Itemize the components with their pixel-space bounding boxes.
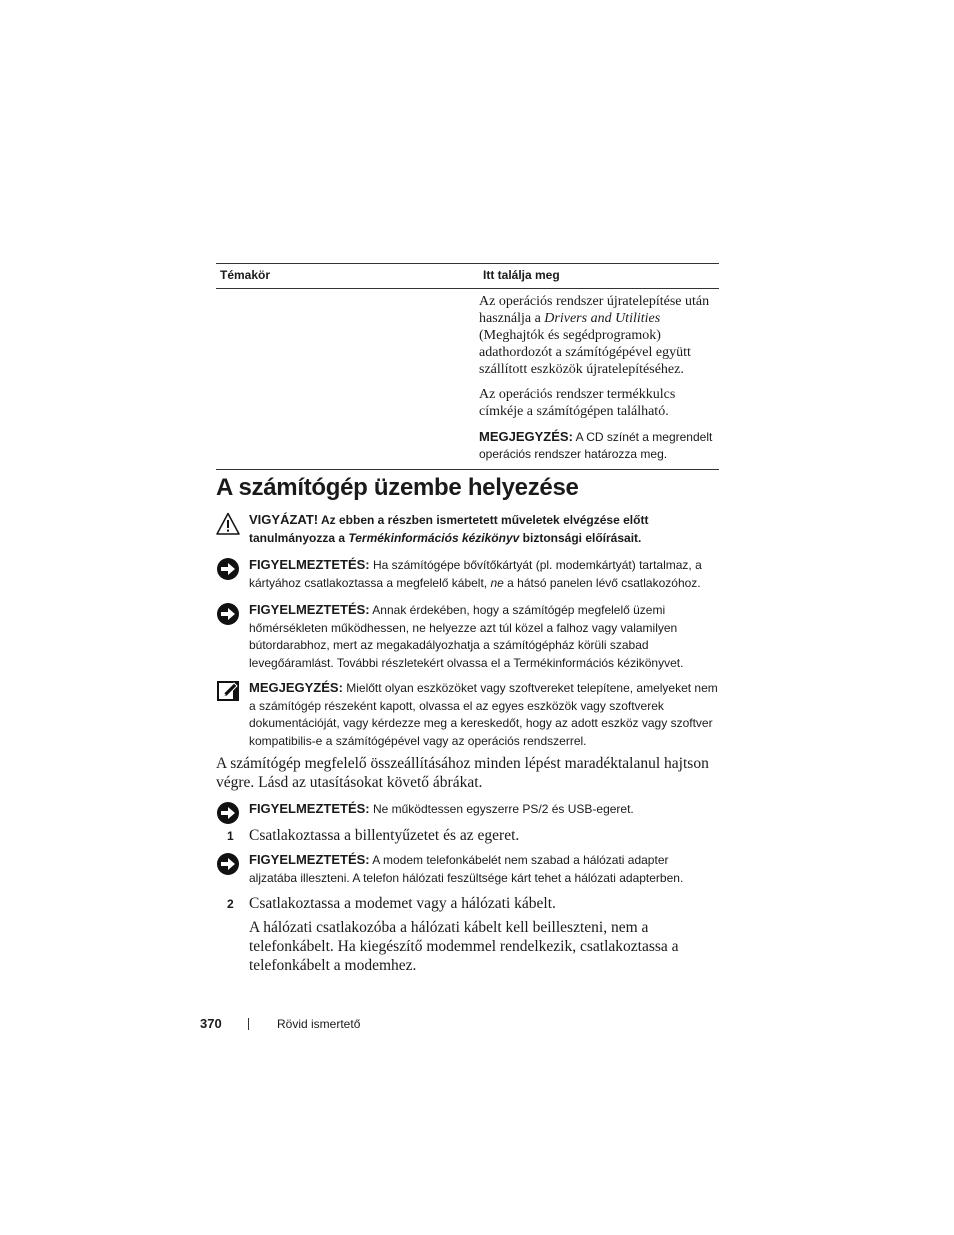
table-cell-location [479,289,719,470]
reinstall-text-end: (Meghajtók és segédprogramok) adathordozót a számítógépével együtt szállított eszközök újratelepítéséhez. [479,328,691,377]
reinstall-paragraph [479,293,719,378]
notice-arrow-icon [216,557,240,581]
caution-label: VIGYÁZAT! [249,512,319,527]
caution-text-end: biztonsági előírásait. [519,530,642,545]
cd-color-note [479,428,719,463]
note-body: Mielőtt olyan eszközöket vagy szoftvereket telepítene, amelyeket nem a számítógép részeként kapott, olvassa el az egyes eszközök vagy szoftverek dokumentációját, vagy kérdezze meg a kereskedőt, hogy az adott eszköz vagy szoftver kompatibilis-e a számítógépével vagy az operációs rendszerrel. [249,681,718,748]
page-number: 370 [200,1016,222,1031]
step-text: Csatlakoztassa a modemet vagy a hálózati kábelt. [249,895,556,912]
notice-label: FIGYELMEZTETÉS: [249,602,370,617]
notice-arrow-icon [216,801,240,825]
notice-text [249,800,719,819]
intro-paragraph: A számítógép megfelelő összeállításához minden lépést maradéktalanul hajtson végre. Lásd az utasításokat követő ábrákat. [216,755,709,791]
notice-body: A modem telefonkábelét nem szabad a hálózati adapter aljzatába illeszteni. A telefon hálózati feszültsége kárt tehet a hálózati adapterben. [249,853,684,885]
section-heading: A számítógép üzembe helyezése [216,474,579,501]
notice-label: FIGYELMEZTETÉS: [249,801,370,816]
notice-arrow-icon [216,602,240,626]
notice-block [216,556,719,592]
notice-block [216,851,719,887]
notice-text [249,851,719,887]
step-text: Csatlakoztassa a billentyűzetet és az egeret. [249,827,520,844]
note-block [216,679,719,750]
table-cell-topic [216,289,479,470]
product-key-paragraph: Az operációs rendszer termékkulcs címkéje a számítógépen található. [479,387,676,419]
page-footer [200,1016,361,1031]
product-info-guide-title: Termékinformációs kézikönyv [348,530,520,545]
footer-separator [248,1018,249,1030]
caution-block [216,511,719,547]
column-header-location: Itt találja meg [479,264,719,289]
notice-text-end: a hátsó panelen lévő csatlakozóhoz. [503,575,701,590]
step-number: 2 [227,897,234,911]
notice-label: FIGYELMEZTETÉS: [249,557,370,572]
note-label: MEGJEGYZÉS: [479,429,573,444]
notice-text [249,556,719,592]
table-header-row [216,264,719,289]
drivers-utilities-title: Drivers and Utilities [544,311,661,326]
column-header-topic: Témakör [216,264,479,289]
notice-arrow-icon [216,852,240,876]
step-item [216,894,719,913]
notice-block [216,601,719,672]
notice-body: Annak érdekében, hogy a számítógép megfelelő üzemi hőmérsékleten működhessen, ne helyezze azt túl közel a falhoz vagy valamilyen bútordarabhoz, mert az megakadályozhatja a számítógépház körüli szabad levegőáramlást. További részletekért olvassa el a Termékinformációs kézikönyvet. [249,603,684,670]
warning-triangle-icon [216,512,240,536]
notice-label: FIGYELMEZTETÉS: [249,852,370,867]
footer-title: Rövid ismertető [277,1017,361,1031]
notice-block [216,800,719,819]
table-row [216,289,719,470]
note-label: MEGJEGYZÉS: [249,680,343,695]
step-number: 1 [227,829,234,843]
notice-body: Ne működtessen egyszerre PS/2 és USB-egeret. [369,802,634,816]
notice-text-start: Ha számítógépe bővítőkártyát (pl. modemkártyát) tartalmaz, a kártyához csatlakoztassa a megfelelő kábelt, [249,558,702,590]
note-text [249,679,719,750]
note-text: A CD színét a megrendelt operációs rendszer határozza meg. [479,430,713,461]
step-detail-paragraph: A hálózati csatlakozóba a hálózati kábelt kell beilleszteni, nem a telefonkábelt. Ha kiegészítő modemmel rendelkezik, csatlakoztassa a telefonkábelt a modemhez. [249,919,679,974]
topic-table [216,263,719,470]
notice-text [249,601,719,672]
caution-text [249,511,719,547]
note-pencil-icon [216,680,240,704]
reinstall-text-start: Az operációs rendszer újratelepítése után használja a [479,294,710,326]
step-item [216,826,719,845]
notice-emphasis: ne [490,575,504,590]
caution-text-start: Az ebben a részben ismertetett műveletek elvégzése előtt tanulmányozza a [249,513,649,545]
